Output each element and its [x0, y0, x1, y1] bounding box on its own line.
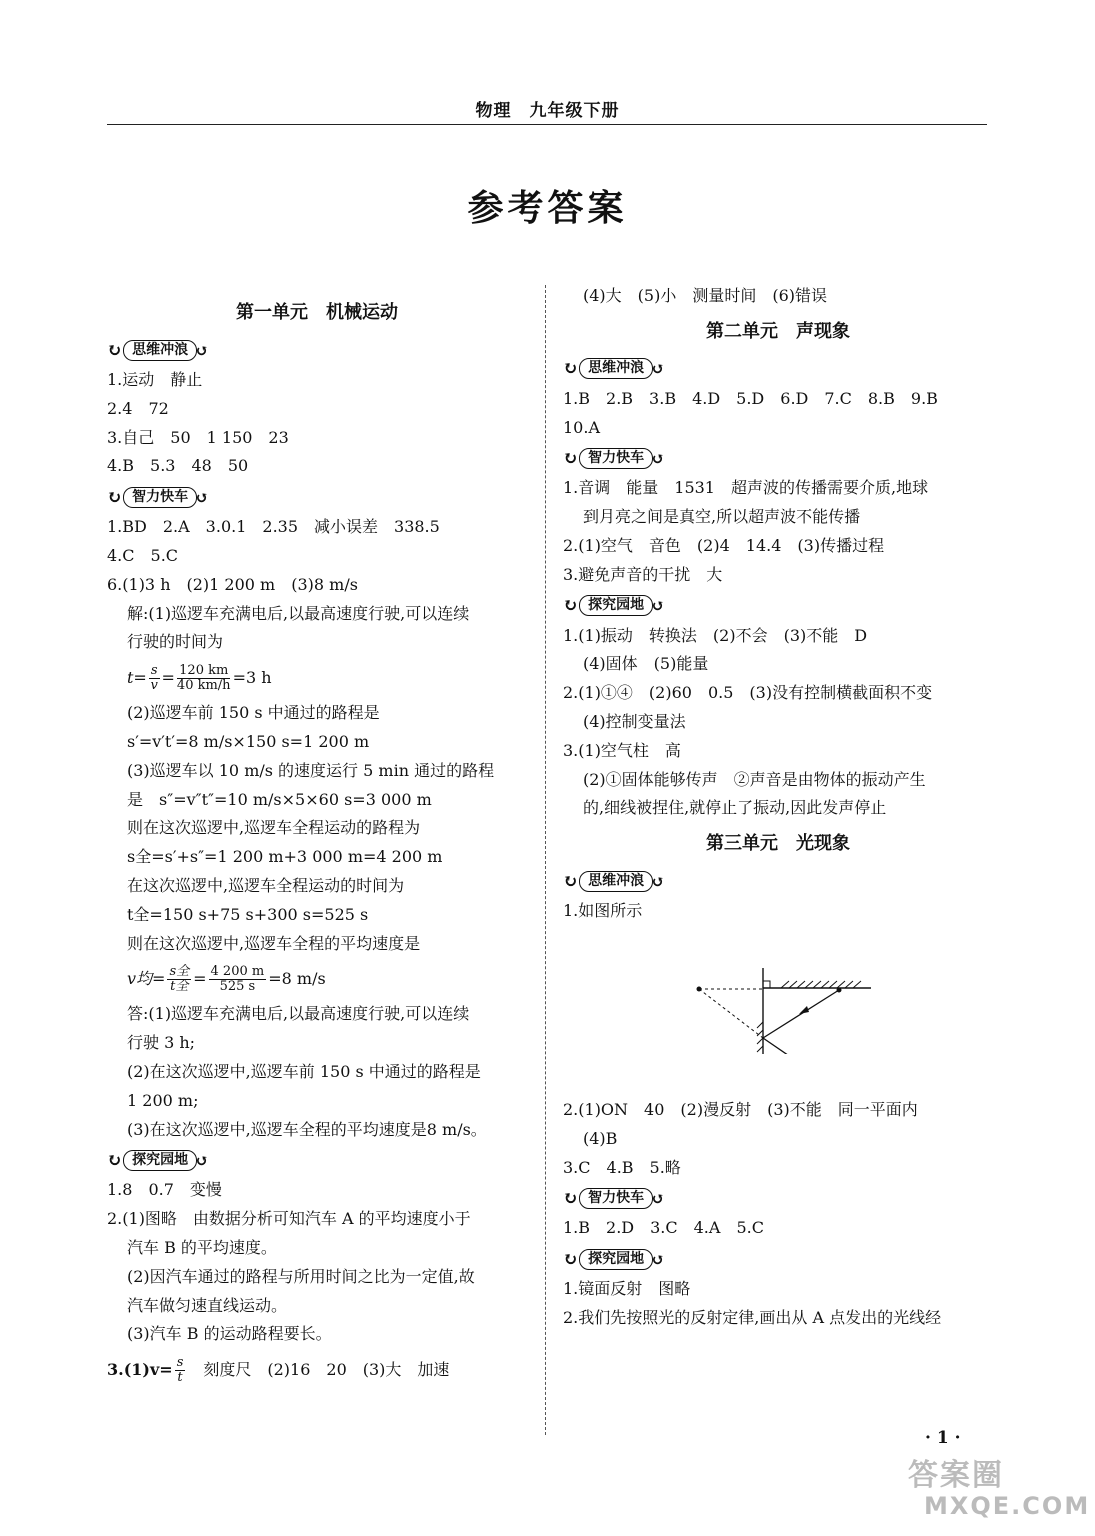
answer-line: 汽车 B 的平均速度。: [127, 1237, 277, 1257]
curl-arrow-icon: ↺: [195, 487, 209, 507]
curl-arrow-icon: ↺: [651, 448, 665, 468]
answer-line: (2)①固体能够传声 ②声音是由物体的振动产生: [583, 769, 926, 789]
answer-line: (4)大 (5)小 测量时间 (6)错误: [583, 286, 827, 305]
curl-arrow-icon: ↺: [651, 871, 665, 891]
answer-line: (3)在这次巡逻中,巡逻车全程的平均速度是8 m/s。: [127, 1119, 487, 1139]
mirror-reflection-figure: [563, 926, 993, 1054]
answer-line: 1.BD 2.A 3.0.1 2.35 减小误差 338.5: [107, 517, 440, 537]
section-badge-swcl: ↻ 思维冲浪 ↺: [107, 339, 209, 361]
page-header: 物理 九年级下册: [475, 101, 620, 121]
answer-line: (2)因汽车通过的路程与所用时间之比为一定值,故: [127, 1266, 475, 1286]
answer-line: 3.(1)空气柱 高: [563, 740, 681, 760]
unit-heading-3: 第三单元 光现象: [706, 833, 850, 855]
equation-time: t= $\frac{s}{v}$ = $\frac{120 km}{40 km/h}$ =3 h: [127, 662, 272, 693]
watermark-logo: 答案圈: [908, 1458, 1004, 1493]
equation-speed-formula: 3.(1)v= $\frac{s}{t}$ 刻度尺 (2)16 20 (3)大 加速: [107, 1354, 450, 1385]
section-badge-zlkc: ↻ 智力快车 ↺: [563, 447, 665, 469]
answer-line: 3.自己 50 1 150 23: [107, 427, 289, 447]
answer-line: 2.(1)①④ (2)60 0.5 (3)没有控制横截面积不变: [563, 683, 933, 703]
answer-line: 2.4 72: [107, 398, 169, 418]
answer-line: 1.B 2.D 3.C 4.A 5.C: [563, 1218, 764, 1238]
answer-line: 4.C 5.C: [107, 545, 179, 565]
answer-line: 的,细线被捏住,就停止了振动,因此发声停止: [583, 798, 887, 818]
answer-line: (3)巡逻车以 10 m/s 的速度运行 5 min 通过的路程: [127, 760, 495, 780]
equation-average-speed: v均= $\frac{\text{s全}}{\text{t全}}$ = $\frac{4 200 m}{525 s}$ =8 m/s: [127, 963, 326, 994]
answer-line: 1.如图所示: [563, 901, 643, 921]
watermark-url: MXQE.COM: [924, 1492, 1091, 1520]
reflection-diagram: [563, 926, 993, 1054]
section-badge-tjyd: ↻ 探究园地 ↺: [107, 1149, 209, 1171]
answer-line: 3.避免声音的干扰 大: [563, 564, 723, 584]
answer-line: 1.B 2.B 3.B 4.D 5.D 6.D 7.C 8.B 9.B: [563, 388, 938, 408]
answer-line: 则在这次巡逻中,巡逻车全程的平均速度是: [127, 933, 421, 953]
answer-line: 1.音调 能量 1531 超声波的传播需要介质,地球: [563, 478, 929, 498]
answer-line: 2.(1)空气 音色 (2)4 14.4 (3)传播过程: [563, 535, 885, 555]
curl-arrow-icon: ↻: [563, 447, 579, 469]
answer-line: 1 200 m;: [127, 1090, 199, 1110]
curl-arrow-icon: ↺: [651, 596, 665, 616]
answer-line: 是 s″=v″t″=10 m/s×5×60 s=3 000 m: [127, 789, 432, 809]
unit-heading-1: 第一单元 机械运动: [236, 302, 398, 323]
answer-line: 答:(1)巡逻车充满电后,以最高速度行驶,可以连续: [127, 1004, 470, 1024]
answer-line: 2.(1)图略 由数据分析可知汽车 A 的平均速度小于: [107, 1209, 471, 1229]
curl-arrow-icon: ↺: [651, 1249, 665, 1269]
answer-line: 3.C 4.B 5.略: [563, 1157, 681, 1177]
column-divider: [545, 285, 546, 1435]
curl-arrow-icon: ↺: [195, 1150, 209, 1170]
curl-arrow-icon: ↻: [107, 486, 123, 508]
section-badge-swcl: ↻ 思维冲浪 ↺: [563, 870, 665, 892]
left-column: [107, 292, 527, 1391]
answer-line: 1.镜面反射 图略: [563, 1279, 691, 1299]
answer-line: s全=s′+s″=1 200 m+3 000 m=4 200 m: [127, 847, 443, 867]
answer-line: t全=150 s+75 s+300 s=525 s: [127, 904, 369, 924]
curl-arrow-icon: ↺: [651, 359, 665, 379]
section-badge-swcl: ↻ 思维冲浪 ↺: [563, 358, 665, 380]
answer-line: (4)B: [583, 1128, 618, 1148]
curl-arrow-icon: ↻: [107, 339, 123, 361]
answer-line: (4)控制变量法: [583, 711, 686, 731]
section-badge-zlkc: ↻ 智力快车 ↺: [563, 1187, 665, 1209]
unit-heading-2: 第二单元 声现象: [706, 320, 850, 342]
answer-line: (4)固体 (5)能量: [583, 654, 709, 674]
answer-line: 行驶的时间为: [127, 632, 224, 652]
answer-line: (3)汽车 B 的运动路程要长。: [127, 1324, 332, 1344]
curl-arrow-icon: ↻: [563, 595, 579, 617]
page-title: 参考答案: [467, 187, 628, 229]
right-column: [563, 282, 993, 1333]
answer-line: 到月亮之间是真空,所以超声波不能传播: [583, 507, 861, 527]
section-badge-tjyd: ↻ 探究园地 ↺: [563, 1248, 665, 1270]
curl-arrow-icon: ↺: [195, 340, 209, 360]
answer-line: s′=v′t′=8 m/s×150 s=1 200 m: [127, 731, 370, 751]
answer-line: 1.运动 静止: [107, 370, 203, 389]
curl-arrow-icon: ↺: [651, 1188, 665, 1208]
header-rule: [107, 124, 987, 125]
answer-line: 1.(1)振动 转换法 (2)不会 (3)不能 D: [563, 625, 868, 645]
answer-line: 10.A: [563, 417, 600, 437]
answer-line: 行驶 3 h;: [127, 1033, 196, 1053]
answer-line: 则在这次巡逻中,巡逻车全程运动的路程为: [127, 818, 421, 838]
answer-line: 在这次巡逻中,巡逻车全程运动的时间为: [127, 875, 405, 895]
diagram-lower-labels: [563, 1038, 993, 1098]
curl-arrow-icon: ↻: [563, 358, 579, 380]
answer-line: 汽车做匀速直线运动。: [127, 1295, 288, 1315]
answer-line: (2)巡逻车前 150 s 中通过的路程是: [127, 703, 380, 723]
answer-line: 6.(1)3 h (2)1 200 m (3)8 m/s: [107, 574, 358, 594]
answer-line: 1.8 0.7 变慢: [107, 1180, 222, 1200]
answer-line: (2)在这次巡逻中,巡逻车前 150 s 中通过的路程是: [127, 1061, 481, 1081]
answer-line: 2.我们先按照光的反射定律,画出从 A 点发出的光线经: [563, 1307, 942, 1327]
section-badge-tjyd: ↻ 探究园地 ↺: [563, 595, 665, 617]
section-badge-zlkc: ↻ 智力快车 ↺: [107, 486, 209, 508]
answer-line: 4.B 5.3 48 50: [107, 456, 249, 476]
curl-arrow-icon: ↻: [563, 1187, 579, 1209]
answer-line: 2.(1)ON 40 (2)漫反射 (3)不能 同一平面内: [563, 1099, 918, 1119]
page-number: · 1 ·: [925, 1428, 961, 1448]
curl-arrow-icon: ↻: [563, 1248, 579, 1270]
curl-arrow-icon: ↻: [107, 1149, 123, 1171]
curl-arrow-icon: ↻: [563, 870, 579, 892]
answer-line: 解:(1)巡逻车充满电后,以最高速度行驶,可以连续: [127, 603, 470, 623]
